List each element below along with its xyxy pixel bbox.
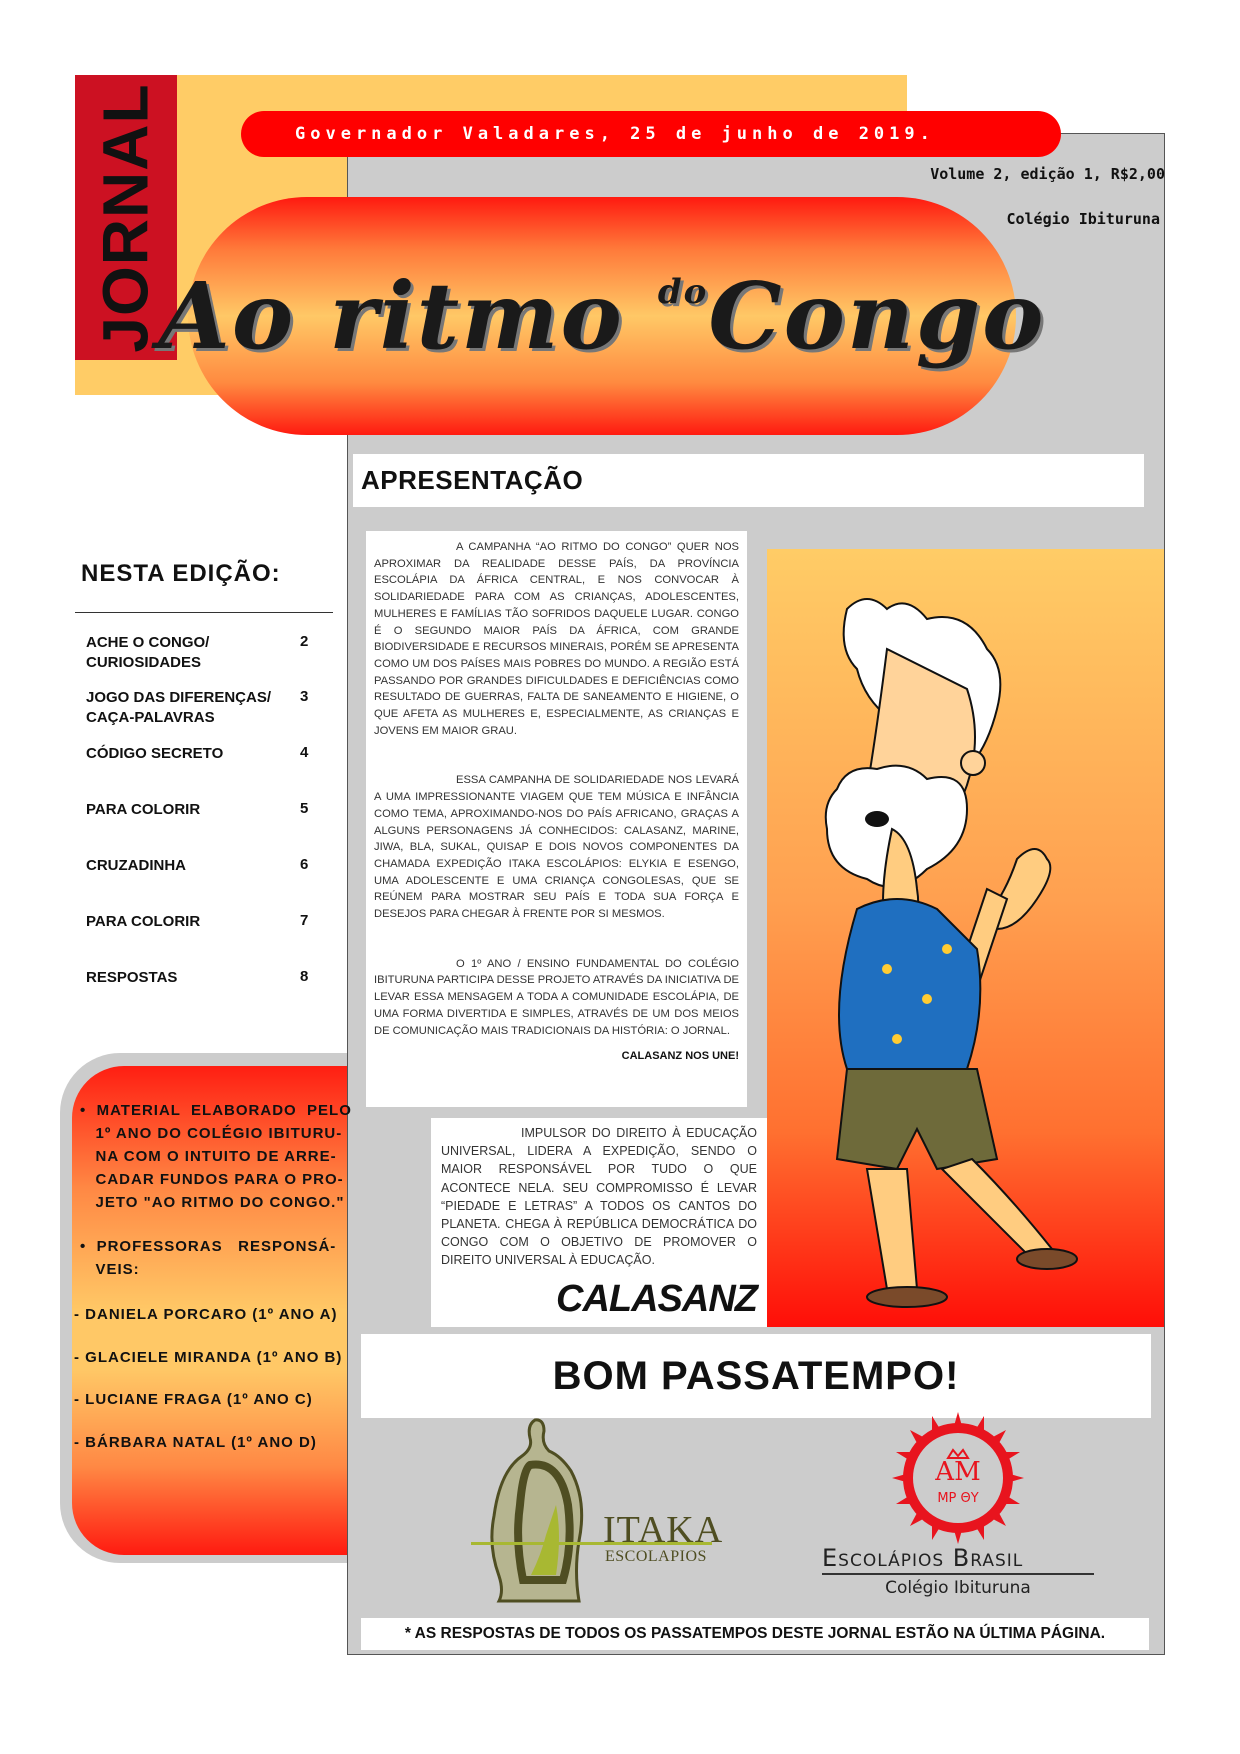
toc-page-number: 6 (300, 856, 309, 873)
toc-item (86, 968, 316, 988)
toc-item (86, 800, 316, 820)
toc-label-line: CURIOSIDADES (86, 654, 202, 671)
svg-text:ΜΡ ΘΥ: ΜΡ ΘΥ (937, 1491, 979, 1506)
toc-label-line: ACHE O CONGO/ (86, 634, 210, 651)
presentation-paragraph: O 1º ANO / ENSINO FUNDAMENTAL DO COLÉGIO IBITURUNA PARTICIPA DESSE PROJETO ATRAVÉS DA INICIATIVA DE LEVAR ESSA MENSAGEM A TODA A COMUNIDADE ESCOLÁPIA, DE UMA FORMA DIVERTIDA E SIMPLES, ATRAVÉS DE UM DOS MEIOS DE COMUNICAÇÃO MAIS TRADICIONAIS DA HISTÓRIA: O JORNAL. (374, 957, 739, 1037)
info-line: 1º ANO DO COLÉGIO IBITURU- (80, 1125, 343, 1142)
volume-edition-price: Volume 2, edição 1, R$2,00 (930, 165, 1165, 183)
title-small-word: do (657, 272, 709, 312)
presentation-paragraph: A CAMPANHA “AO RITMO DO CONGO” QUER NOS APROXIMAR DA REALIDADE DESSE PAÍS, DA PROVÍNCIA ESCOLÁPIA DA ÁFRICA CENTRAL, E NOS CONVOCAR À SOLIDARIEDADE PARA COM AS CRIANÇAS, ADOLESCENTES, MULHERES E FAMÍLIAS TÃO SOFRIDOS DAQUELE LUGAR. CONGO É O SEGUNDO MAIOR PAÍS DA ÁFRICA, COM GRANDE BIODIVERSIDADE E RECURSOS MINERAIS, PORÉM SE APRESENTA COMO UM DOS PAÍSES MAIS POBRES DO MUNDO. A REGIÃO ESTÁ PASSANDO POR GRANDES DIFICULDADES E DEFICIÊNCIAS COMO RESULTADO DE GUERRAS, FALTA DE SANEAMENTO E HIGIENE, O QUE AFETA AS MULHERES E, ESPECIALMENTE, AS CRIANÇAS E JOVENS EM MAIOR GRAU. (374, 541, 739, 737)
escolapios-subtitle: Colégio Ibituruna (885, 1578, 1031, 1598)
info-line: • MATERIAL ELABORADO PELO (80, 1102, 352, 1119)
teacher-line: - LUCIANE FRAGA (1º ANO C) (74, 1391, 313, 1408)
info-line: • PROFESSORAS RESPONSÁ- (80, 1238, 337, 1255)
escolapios-underline (822, 1573, 1094, 1575)
closing-banner-text: BOM PASSATEMPO! (552, 1353, 960, 1398)
teacher-line: - DANIELA PORCARO (1º ANO A) (74, 1306, 338, 1323)
teacher-line: - BÁRBARA NATAL (1º ANO D) (74, 1434, 317, 1451)
info-line: VEIS: (80, 1261, 140, 1278)
jornal-label-text: JORNAL (90, 82, 162, 353)
toc-label-line: JOGO DAS DIFERENÇAS/ (86, 689, 272, 706)
info-box (72, 1066, 352, 1555)
toc-page-number: 5 (300, 800, 309, 817)
masthead-title-banner (158, 197, 1046, 435)
calasanz-bio-text: IMPULSOR DO DIREITO À EDUCAÇÃO UNIVERSAL, LIDERA A EXPEDIÇÃO, SENDO O MAIOR RESPONSÁVEL POR TUDO O QUE ACONTECE NELA. SEU COMPROMISSO É LEVAR “PIEDADE E LETRAS” A TODOS OS CANTOS DO PLANETA. CHEGA À REPÚBLICA DEMOCRÁTICA DO CONGO COM O OBJETIVO DE PROMOVER O DIREITO UNIVERSAL À EDUCAÇÃO. (441, 1126, 757, 1268)
escolapios-seal-icon (888, 1410, 1028, 1545)
school-name: Colégio Ibituruna (1006, 210, 1160, 228)
calasanz-name: CALASANZ (556, 1278, 757, 1320)
itaka-wordmark: ITAKA (603, 1509, 724, 1551)
info-line: JETO "AO RITMO DO CONGO." (80, 1194, 345, 1211)
answers-footer-note (361, 1618, 1149, 1650)
toc-label-line: CÓDIGO SECRETO (86, 745, 224, 762)
presentation-heading-box (353, 454, 1144, 507)
summary-title: NESTA EDIÇÃO: (81, 560, 281, 587)
toc-page-number: 3 (300, 688, 309, 705)
title-part-1: Ao ritmo (158, 262, 624, 370)
toc-item (86, 912, 316, 932)
calasanz-character-icon (767, 549, 1164, 1327)
date-text: Governador Valadares, 25 de junho de 2019. (295, 124, 935, 144)
presentation-text-box (366, 531, 747, 1107)
toc-label-line: PARA COLORIR (86, 801, 201, 818)
toc-item (86, 856, 316, 876)
toc-page-number: 7 (300, 912, 309, 929)
presentation-heading: APRESENTAÇÃO (361, 465, 584, 495)
calasanz-illustration (767, 549, 1164, 1327)
toc-label-line: RESPOSTAS (86, 969, 178, 986)
svg-text:ΑΜ: ΑΜ (935, 1457, 981, 1487)
toc-label-line: CRUZADINHA (86, 857, 186, 874)
toc-page-number: 2 (300, 633, 309, 650)
title-part-2: Congo (708, 262, 1046, 370)
toc-page-number: 8 (300, 968, 309, 985)
toc-item (86, 633, 316, 673)
closing-banner (361, 1334, 1151, 1418)
escolapios-wordmark: Escolápios Brasil (822, 1544, 1024, 1572)
presentation-signature: CALASANZ NOS UNE! (621, 1050, 739, 1063)
toc-item (86, 688, 316, 728)
presentation-paragraph: ESSA CAMPANHA DE SOLIDARIEDADE NOS LEVARÁ A UMA IMPRESSIONANTE VIAGEM QUE TEM MÚSICA E INFÂNCIA COMO TEMA, APROXIMANDO-NOS DO PAÍS AFRICANO, GRAÇAS A ALGUNS PERSONAGENS JÁ CONHECIDOS: CALASANZ, MARINE, JIWA, BLA, SUKAL, QUISAP E DOIS NOVOS COMPONENTES DA CHAMADA EXPEDIÇÃO ITAKA ESCOLÁPIOS: ELYKIA E ESENGO, UMA ADOLESCENTE E UMA CRIANÇA CONGOLESAS, QUE SE REÚNEM PARA MOSTRAR SEU PAÍS E TODA SUA FORÇA E DESEJOS PARA CHEGAR À FRENTE POR SI MESMOS. (374, 774, 739, 921)
toc-page-number: 4 (300, 744, 309, 761)
masthead-title (158, 262, 1045, 370)
itaka-subtitle: ESCOLAPIOS (605, 1548, 707, 1565)
date-banner (241, 111, 1061, 157)
info-line: CADAR FUNDOS PARA O PRO- (80, 1171, 344, 1188)
teacher-line: - GLACIELE MIRANDA (1º ANO B) (74, 1349, 343, 1366)
answers-footer-text: * AS RESPOSTAS DE TODOS OS PASSATEMPOS DESTE JORNAL ESTÃO NA ÚLTIMA PÁGINA. (404, 1625, 1106, 1642)
toc-item (86, 744, 316, 764)
toc-label-line: CAÇA-PALAVRAS (86, 709, 215, 726)
calasanz-bio-box (431, 1118, 767, 1327)
summary-divider (75, 612, 333, 613)
toc-label-line: PARA COLORIR (86, 913, 201, 930)
info-line: NA COM O INTUITO DE ARRE- (80, 1148, 337, 1165)
